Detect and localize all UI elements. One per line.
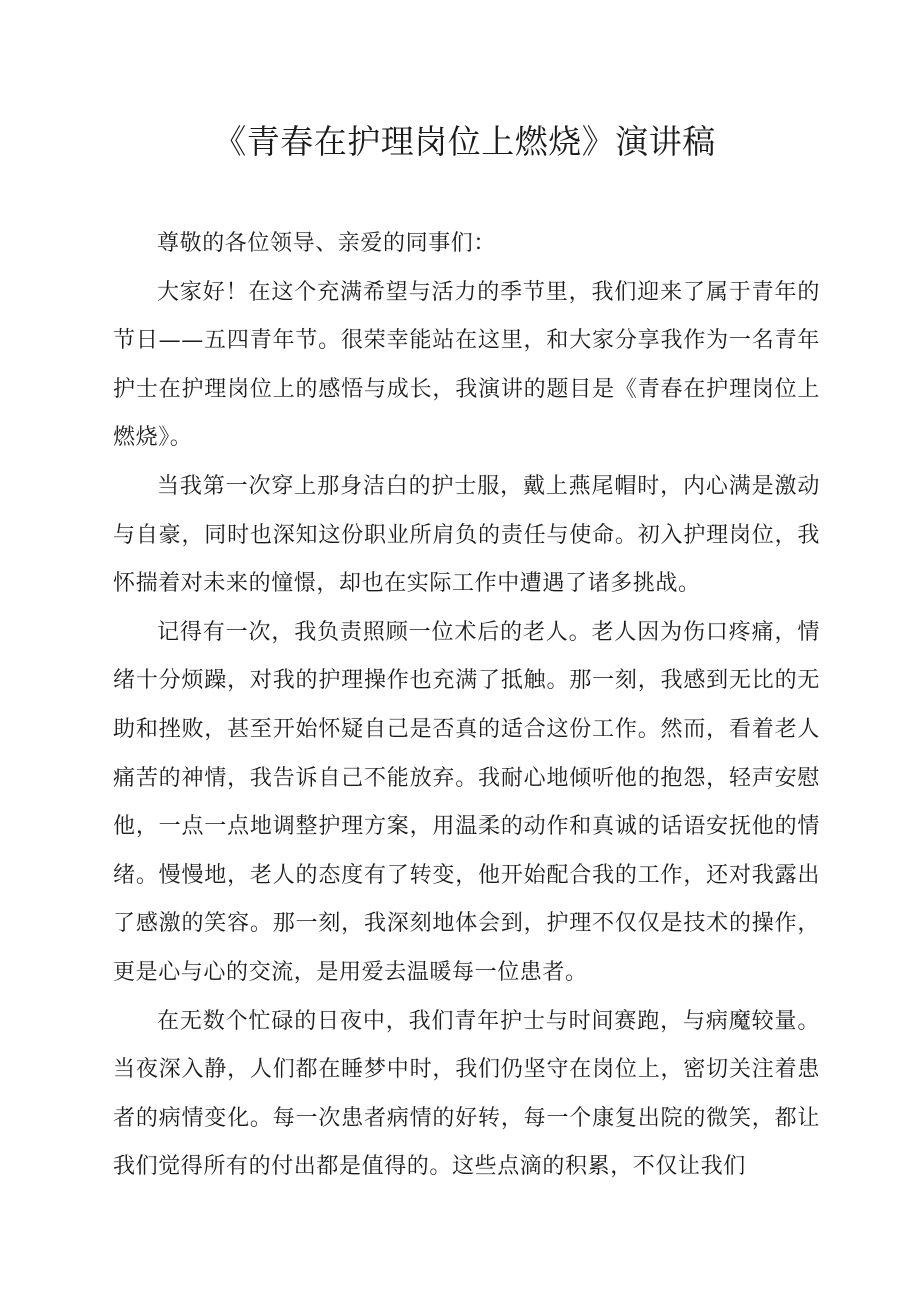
paragraph-first-uniform: 当我第一次穿上那身洁白的护士服，戴上燕尾帽时，内心满是激动与自豪，同时也深知这份职业所肩负的责任与使命。初入护理岗位，我怀揣着对未来的憧憬，却也在实际工作中遭遇了诸多挑战。 — [113, 473, 820, 597]
paragraph-elderly-patient: 记得有一次，我负责照顾一位术后的老人。老人因为伤口疼痛，情绪十分烦躁，对我的护理操作也充满了抵触。那一刻，我感到无比的无助和挫败，甚至开始怀疑自己是否真的适合这份工作。然而，看着老人痛苦的神情，我告诉自己不能放弃。我耐心地倾听他的抱怨，轻声安慰他，一点一点地调整护理方案，用温柔的动作和真诚的话语安抚他的情绪。慢慢地，老人的态度有了转变，他开始配合我的工作，还对我露出了感激的笑容。那一刻，我深刻地体会到，护理不仅仅是技术的操作，更是心与心的交流，是用爱去温暖每一位患者。 — [113, 619, 820, 985]
document-title: 《青春在护理岗位上燃烧》演讲稿 — [213, 122, 716, 161]
paragraph-greeting: 大家好！在这个充满希望与活力的季节里，我们迎来了属于青年的节日——五四青年节。很荣幸能站在这里，和大家分享我作为一名青年护士在护理岗位上的感悟与成长，我演讲的题目是《青春在护理岗位上燃烧》。 — [113, 279, 820, 451]
paragraph-busy-nights: 在无数个忙碌的日夜中，我们青年护士与时间赛跑，与病魔较量。当夜深入静，人们都在睡梦中时，我们仍坚守在岗位上，密切关注着患者的病情变化。每一次患者病情的好转，每一个康复出院的微笑，都让我们觉得所有的付出都是值得的。这些点滴的积累，不仅让我们 — [113, 1008, 820, 1180]
salutation: 尊敬的各位领导、亲爱的同事们： — [157, 231, 497, 256]
